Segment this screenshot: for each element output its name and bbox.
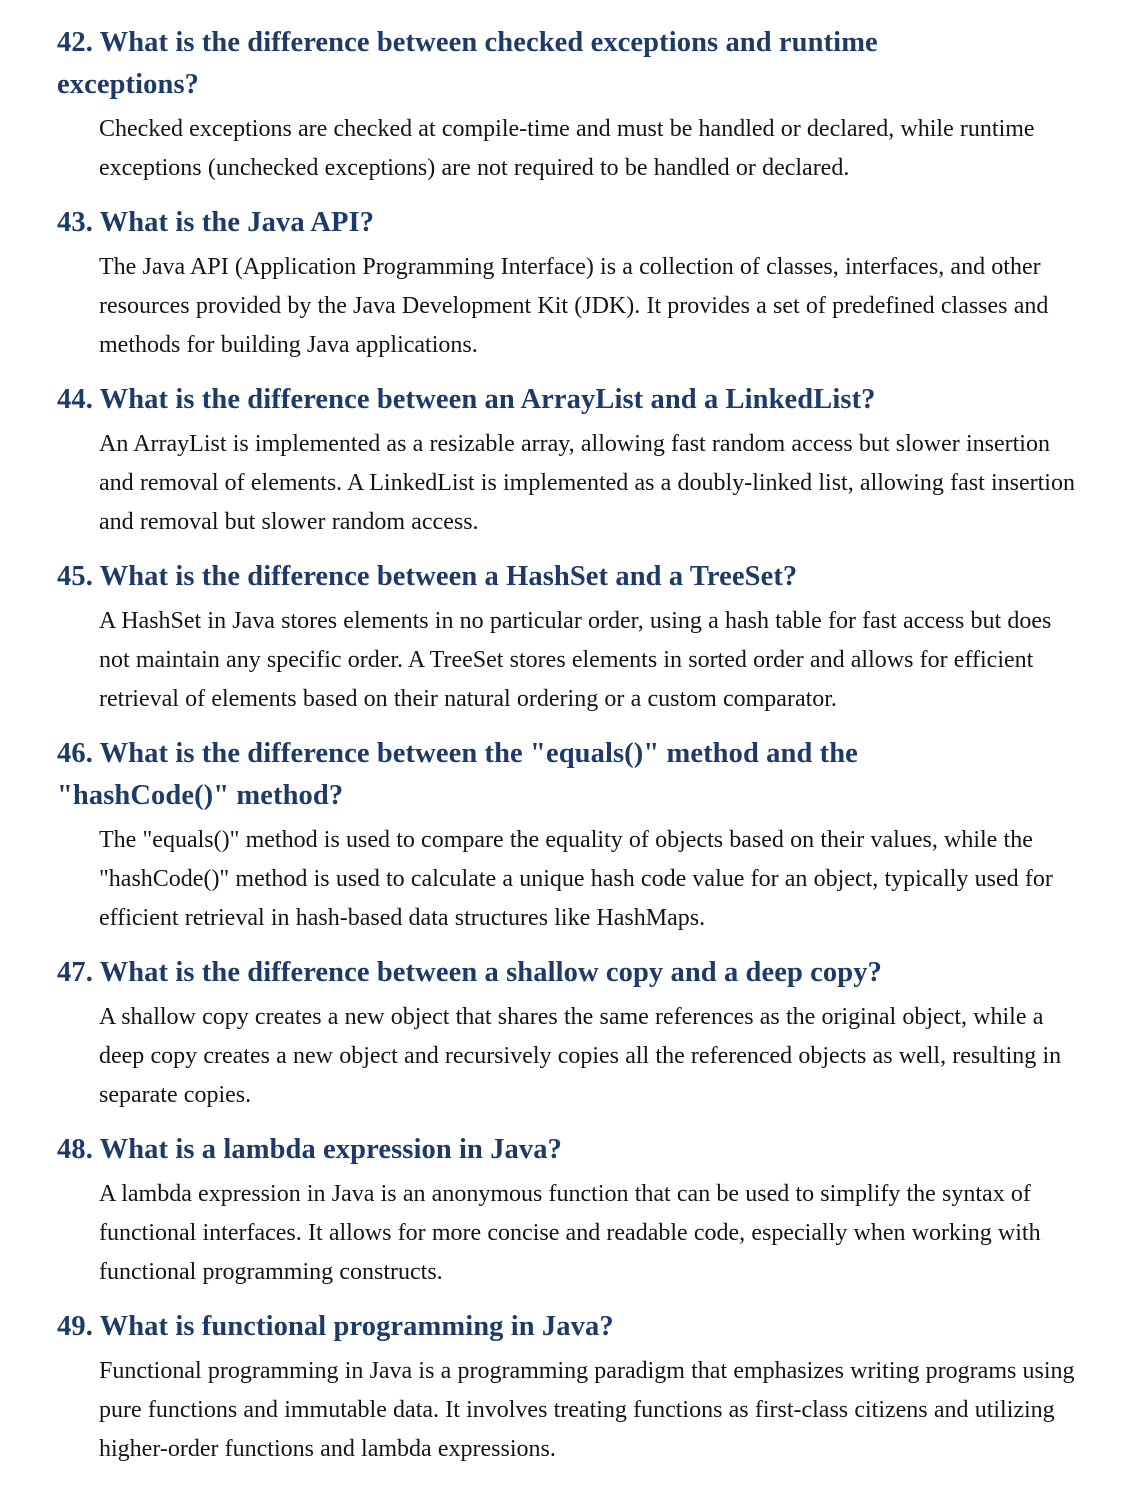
qa-block (57, 1129, 1085, 1292)
question-heading: 46. What is the difference between the "equals()" method and the "hashCode()" method? (57, 738, 858, 811)
qa-block (57, 556, 1085, 719)
question-answer: A shallow copy creates a new object that shares the same references as the original object, while a deep copy creates a new object and recursively copies all the referenced objects as well, resulting in separate copies. (99, 1004, 1062, 1108)
question-heading: 42. What is the difference between checked exceptions and runtime exceptions? (57, 27, 878, 100)
question-heading: 44. What is the difference between an ArrayList and a LinkedList? (57, 384, 876, 415)
question-heading: 48. What is a lambda expression in Java? (57, 1134, 562, 1165)
qa-block (57, 202, 1085, 365)
question-answer: The Java API (Application Programming Interface) is a collection of classes, interfaces, and other resources provided by the Java Development Kit (JDK). It provides a set of predefined classes and methods for building Java applications. (99, 254, 1049, 358)
qa-block (57, 379, 1085, 542)
question-heading: 49. What is functional programming in Java? (57, 1311, 614, 1342)
question-answer: Functional programming in Java is a programming paradigm that emphasizes writing programs using pure functions and immutable data. It involves treating functions as first-class citizens and utilizing higher-order functions and lambda expressions. (99, 1358, 1075, 1462)
question-answer: A lambda expression in Java is an anonymous function that can be used to simplify the syntax of functional interfaces. It allows for more concise and readable code, especially when working with functional programming constructs. (99, 1181, 1041, 1285)
question-answer: The "equals()" method is used to compare the equality of objects based on their values, while the "hashCode()" method is used to calculate a unique hash code value for an object, typically used for efficient retrieval in hash-based data structures like HashMaps. (99, 827, 1053, 931)
qa-block (57, 952, 1085, 1115)
question-heading: 47. What is the difference between a shallow copy and a deep copy? (57, 957, 882, 988)
qa-block (57, 1306, 1085, 1469)
question-answer: An ArrayList is implemented as a resizable array, allowing fast random access but slower insertion and removal of elements. A LinkedList is implemented as a doubly-linked list, allowing fast insertion and removal but slower random access. (99, 431, 1075, 535)
question-answer: A HashSet in Java stores elements in no particular order, using a hash table for fast access but does not maintain any specific order. A TreeSet stores elements in sorted order and allows for efficient retrieval of elements based on their natural ordering or a custom comparator. (99, 608, 1052, 712)
qa-block (57, 733, 1085, 938)
question-answer: Checked exceptions are checked at compile-time and must be handled or declared, while runtime exceptions (unchecked exceptions) are not required to be handled or declared. (99, 116, 1035, 181)
qa-block (57, 22, 1085, 188)
question-heading: 45. What is the difference between a HashSet and a TreeSet? (57, 561, 798, 592)
question-heading: 43. What is the Java API? (57, 207, 375, 238)
